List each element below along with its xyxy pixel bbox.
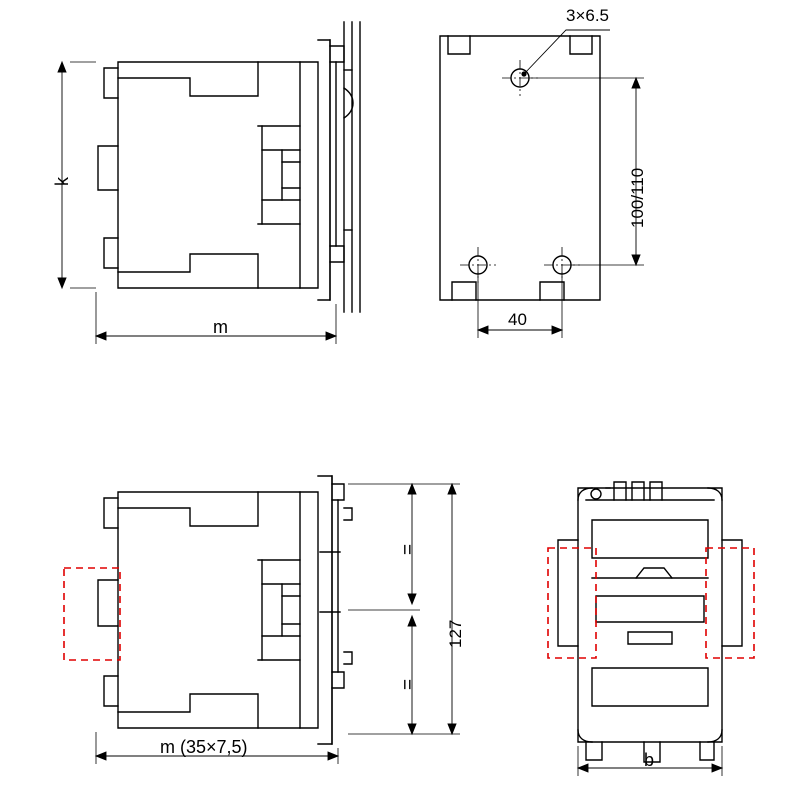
dimension-k (58, 62, 96, 288)
label-127: 127 (446, 619, 465, 648)
view-side-upper (98, 22, 360, 312)
label-equal-lower: = (398, 678, 419, 690)
dimension-100-110 (528, 78, 644, 265)
highlight-terminal-front-right (706, 548, 754, 658)
label-40: 40 (508, 310, 527, 329)
label-hole-size: 3×6.5 (566, 6, 610, 25)
label-100-110: 100/110 (628, 167, 647, 228)
label-equal-upper: = (398, 543, 419, 555)
label-m-rail: m (35×7,5) (160, 737, 248, 757)
highlight-terminal-front-left (548, 548, 596, 658)
label-b: b (644, 750, 655, 770)
dimension-equal-segments (348, 484, 420, 734)
label-k: k (52, 177, 72, 186)
view-side-lower (98, 476, 352, 744)
highlight-terminal-left (64, 568, 120, 660)
label-m: m (213, 317, 228, 337)
dimension-127 (348, 484, 460, 734)
view-mounting-plate (440, 30, 610, 300)
view-front (558, 482, 742, 762)
